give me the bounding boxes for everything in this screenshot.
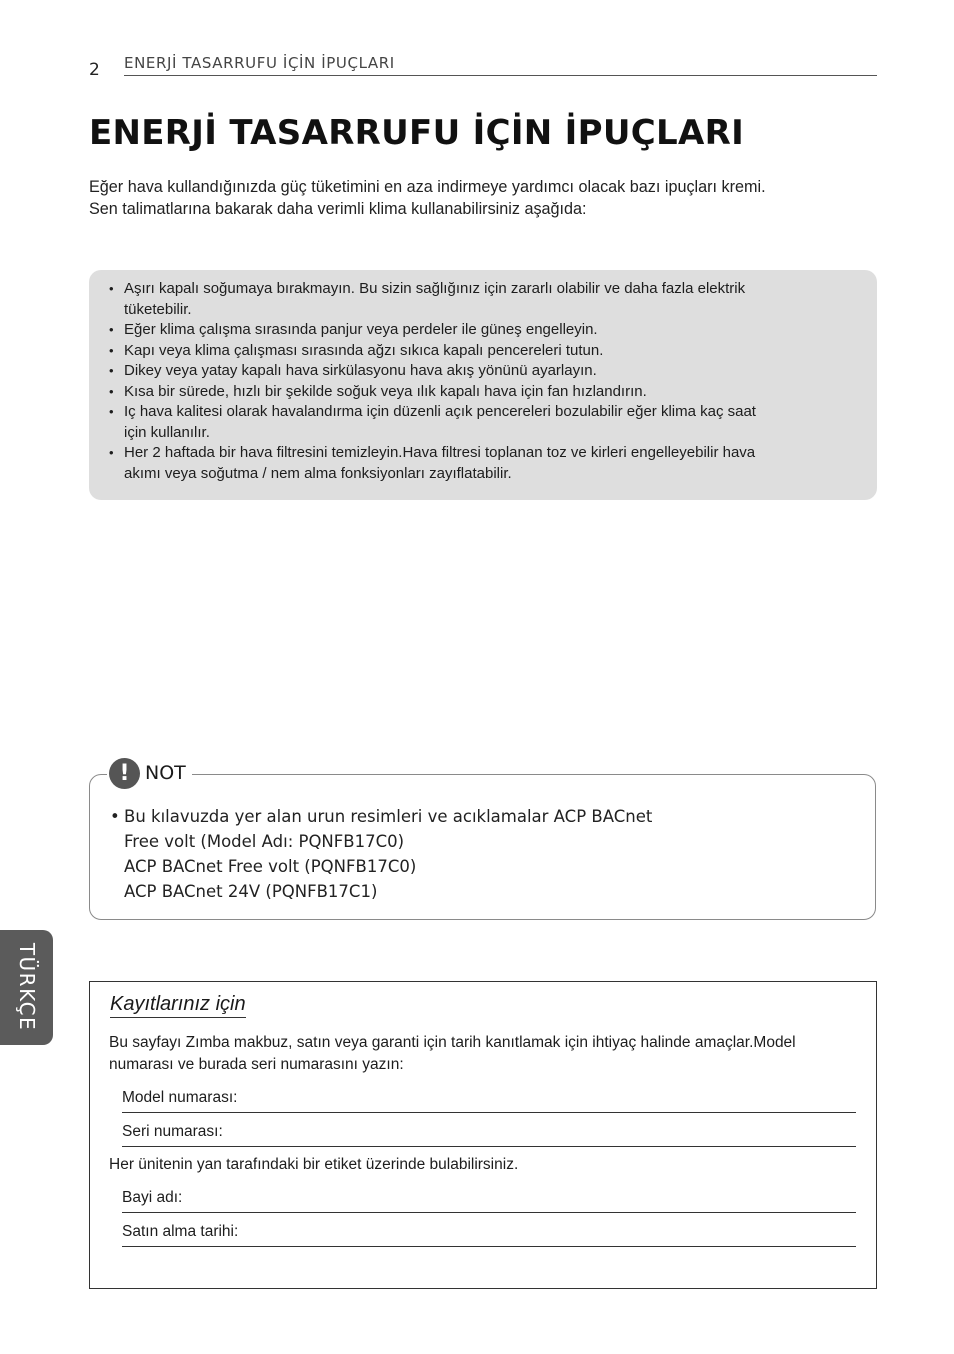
note-line: Bu kılavuzda yer alan urun resimleri ve acıklamalar ACP BACnet bbox=[124, 807, 653, 826]
purchase-date-label: Satın alma tarihi: bbox=[122, 1223, 239, 1240]
tip-item bbox=[107, 443, 859, 484]
tip-text: Kısa bir sürede, hızlı bir şekilde soğuk veya ılık kapalı hava için fan hızlandırın. bbox=[124, 382, 647, 400]
records-title: Kayıtlarınız için bbox=[110, 993, 246, 1018]
language-tab-label: TÜRKÇE bbox=[15, 942, 39, 1032]
serial-number-label: Seri numarası: bbox=[122, 1123, 223, 1140]
tip-text: Iç hava kalitesi olarak havalandırma için düzenli açık pencereleri bozulabilir eğer klima kaç saat bbox=[124, 403, 756, 420]
note-lines bbox=[124, 804, 652, 904]
dealer-name-field[interactable] bbox=[122, 1185, 856, 1213]
tip-text: Eğer klima çalışma sırasında panjur veya perdeler ile güneş engelleyin. bbox=[124, 321, 598, 338]
intro-line: Eğer hava kullandığınızda güç tüketimini en aza indirmeye yardımcı olacak bazı ipuçları kremi. bbox=[89, 178, 766, 196]
tip-item bbox=[107, 341, 859, 362]
tip-item bbox=[107, 361, 859, 382]
intro-paragraph bbox=[89, 177, 879, 220]
records-description-line: numarası ve burada seri numarasını yazın: bbox=[109, 1055, 404, 1073]
tip-item bbox=[107, 382, 859, 403]
page-title: ENERJİ TASARRUFU İÇİN İPUÇLARI bbox=[89, 113, 745, 153]
note-bullet: • bbox=[110, 807, 120, 826]
label-location-note: Her ünitenin yan tarafındaki bir etiket üzerinde bulabilirsiniz. bbox=[109, 1156, 519, 1173]
tip-text: akımı veya soğutma / nem alma fonksiyonları zayıflatabilir. bbox=[124, 464, 512, 482]
note-header bbox=[107, 758, 192, 788]
tips-list bbox=[107, 279, 859, 484]
note-line: ACP BACnet 24V (PQNFB17C1) bbox=[124, 882, 378, 901]
serial-number-field[interactable] bbox=[122, 1119, 856, 1147]
tip-text: Kapı veya klima çalışması sırasında ağzı sıkıca kapalı pencereleri tutun. bbox=[124, 341, 604, 359]
tip-item bbox=[107, 320, 859, 341]
tips-box bbox=[89, 270, 877, 500]
tip-item bbox=[107, 402, 859, 443]
note-line: ACP BACnet Free volt (PQNFB17C0) bbox=[124, 857, 417, 876]
records-description bbox=[109, 1032, 869, 1075]
header-rule bbox=[124, 75, 877, 76]
intro-line: Sen talimatlarına bakarak daha verimli klima kullanabilirsiniz aşağıda: bbox=[89, 199, 587, 218]
tip-text: için kullanılır. bbox=[124, 423, 210, 441]
tip-text: tüketebilir. bbox=[124, 300, 192, 318]
model-number-field[interactable] bbox=[122, 1085, 856, 1113]
model-number-label: Model numarası: bbox=[122, 1089, 238, 1106]
note-content bbox=[110, 804, 652, 904]
tip-item bbox=[107, 279, 859, 320]
page-number: 2 bbox=[89, 60, 100, 80]
note-line: Free volt (Model Adı: PQNFB17C0) bbox=[124, 832, 405, 851]
note-label: NOT bbox=[145, 762, 186, 784]
purchase-date-field[interactable] bbox=[122, 1219, 856, 1247]
exclamation-icon: ! bbox=[109, 758, 140, 789]
tip-text: Her 2 haftada bir hava filtresini temizleyin.Hava filtresi toplanan toz ve kirleri engelleyebilir hava bbox=[124, 444, 756, 461]
dealer-name-label: Bayi adı: bbox=[122, 1189, 183, 1206]
records-description-line: Bu sayfayı Zımba makbuz, satın veya garanti için tarih kanıtlamak için ihtiyaç halinde amaçlar.Model bbox=[109, 1034, 796, 1051]
tip-text: Aşırı kapalı soğumaya bırakmayın. Bu sizin sağlığınız için zararlı olabilir ve daha fazla elektrik bbox=[124, 280, 746, 297]
running-header-title: ENERJİ TASARRUFU İÇİN İPUÇLARI bbox=[124, 54, 395, 72]
tip-text: Dikey veya yatay kapalı hava sirkülasyonu hava akış yönünü ayarlayın. bbox=[124, 362, 597, 379]
